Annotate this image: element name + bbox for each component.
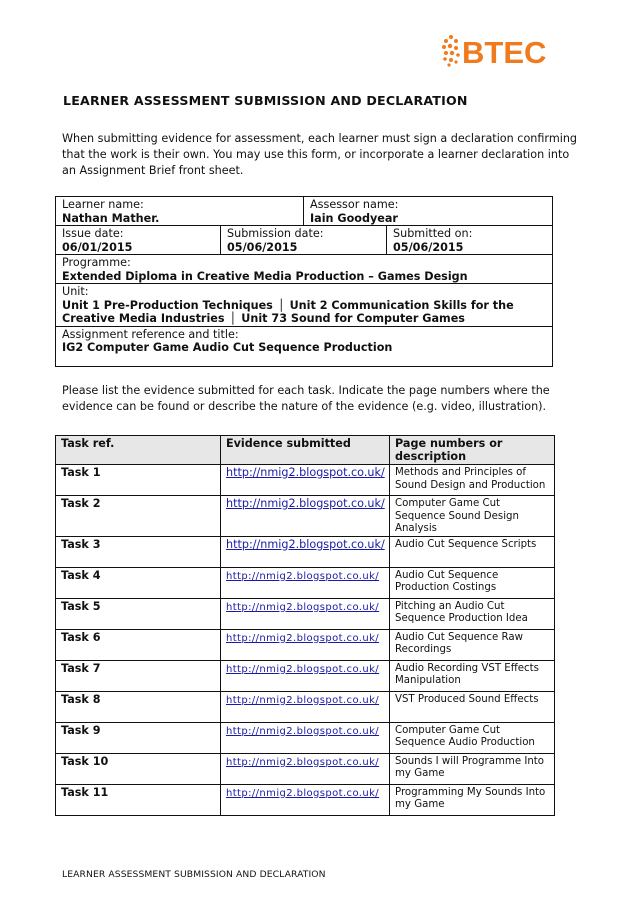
assessor-name-value: Iain Goodyear [310, 211, 398, 225]
evidence-description: Methods and Principles of Sound Design and Production [390, 465, 555, 496]
issue-date-cell [56, 226, 221, 255]
assignment-cell [56, 326, 553, 366]
task-ref: Task 2 [56, 496, 221, 537]
issue-date-label: Issue date: [62, 227, 124, 240]
unit-separator: │ [277, 298, 285, 312]
submitted-on-value: 05/06/2015 [393, 240, 464, 254]
task-ref: Task 4 [56, 567, 221, 598]
table-row [56, 691, 555, 722]
unit-value [62, 299, 546, 326]
task-ref: Task 8 [56, 691, 221, 722]
task-ref: Task 6 [56, 629, 221, 660]
table-row [56, 660, 555, 691]
programme-value: Extended Diploma in Creative Media Production – Games Design [62, 269, 468, 283]
evidence-link[interactable]: http://nmig2.blogspot.co.uk/ [226, 725, 380, 737]
table-row [56, 598, 555, 629]
evidence-link[interactable]: http://nmig2.blogspot.co.uk/ [226, 632, 380, 644]
table-row [56, 465, 555, 496]
evidence-link[interactable]: http://nmig2.blogspot.co.uk/ [226, 601, 380, 613]
evidence-link[interactable]: http://nmig2.blogspot.co.uk/ [226, 497, 385, 510]
evidence-description: VST Produced Sound Effects [390, 691, 555, 722]
learner-info-table [55, 196, 553, 367]
evidence-link[interactable]: http://nmig2.blogspot.co.uk/ [226, 466, 385, 479]
evidence-link[interactable]: http://nmig2.blogspot.co.uk/ [226, 537, 385, 551]
evidence-link[interactable]: http://nmig2.blogspot.co.uk/ [226, 663, 380, 675]
table-row [56, 629, 555, 660]
table-row [56, 496, 555, 537]
btec-logo [440, 32, 562, 70]
evidence-description: Audio Cut Sequence Raw Recordings [390, 629, 555, 660]
intro-paragraph: When submitting evidence for assessment, each learner must sign a declaration confirming that the work is their own. You may use this form, or incorporate a learner declaration into an Assignment Brief front sheet. [62, 132, 578, 177]
task-ref: Task 3 [56, 536, 221, 567]
unit-separator: │ [229, 312, 237, 325]
task-ref: Task 11 [56, 784, 221, 815]
task-ref: Task 5 [56, 598, 221, 629]
assessor-name-label: Assessor name: [310, 198, 399, 211]
evidence-description: Pitching an Audio Cut Sequence Production Idea [390, 598, 555, 629]
table-row [56, 536, 555, 567]
task-ref: Task 9 [56, 722, 221, 753]
table-row [56, 722, 555, 753]
assignment-label: Assignment reference and title: [62, 327, 239, 341]
task-ref: Task 10 [56, 753, 221, 784]
table-row [56, 753, 555, 784]
issue-date-value: 06/01/2015 [62, 240, 133, 254]
logo-dot-pattern [442, 35, 460, 67]
instructions-paragraph: Please list the evidence submitted for each task. Indicate the page numbers where the evidence can be found or describe the nature of the evidence (e.g. video, illustration). [62, 384, 550, 413]
unit-label: Unit: [62, 285, 89, 298]
learner-name-label: Learner name: [62, 198, 144, 211]
evidence-header-row [56, 436, 555, 465]
task-ref: Task 1 [56, 465, 221, 496]
unit-2: Unit 2 Communication Skills for the Creative Media Industries [62, 298, 514, 325]
submitted-on-label: Submitted on: [393, 227, 473, 240]
header-task-ref: Task ref. [56, 436, 221, 465]
submission-date-cell [221, 226, 387, 255]
evidence-table [55, 435, 555, 816]
unit-cell [56, 284, 553, 327]
evidence-link[interactable]: http://nmig2.blogspot.co.uk/ [226, 756, 380, 768]
evidence-description: Audio Cut Sequence Production Costings [390, 567, 555, 598]
unit-3: Unit 73 Sound for Computer Games [241, 312, 465, 325]
unit-1: Unit 1 Pre-Production Techniques [62, 298, 273, 312]
submission-date-value: 05/06/2015 [227, 240, 298, 254]
page-title: LEARNER ASSESSMENT SUBMISSION AND DECLARATION [63, 93, 468, 108]
table-row [56, 567, 555, 598]
submitted-on-cell [387, 226, 553, 255]
evidence-description: Audio Cut Sequence Scripts [390, 536, 555, 567]
evidence-link[interactable]: http://nmig2.blogspot.co.uk/ [226, 787, 380, 799]
evidence-description: Programming My Sounds Into my Game [390, 784, 555, 815]
assessor-cell [304, 197, 553, 226]
evidence-description: Computer Game Cut Sequence Audio Production [390, 722, 555, 753]
programme-cell [56, 255, 553, 284]
submission-date-label: Submission date: [227, 227, 324, 240]
header-page-numbers: Page numbers or description [390, 436, 555, 465]
table-row [56, 784, 555, 815]
learner-name-value: Nathan Mather. [62, 211, 160, 225]
learner-cell [56, 197, 304, 226]
evidence-description: Audio Recording VST Effects Manipulation [390, 660, 555, 691]
evidence-description: Sounds I will Programme Into my Game [390, 753, 555, 784]
evidence-description: Computer Game Cut Sequence Sound Design Analysis [390, 496, 555, 537]
evidence-link[interactable]: http://nmig2.blogspot.co.uk/ [226, 570, 380, 582]
header-evidence-submitted: Evidence submitted [221, 436, 390, 465]
page-footer: LEARNER ASSESSMENT SUBMISSION AND DECLARATION [62, 869, 326, 880]
task-ref: Task 7 [56, 660, 221, 691]
assignment-value: IG2 Computer Game Audio Cut Sequence Production [62, 341, 393, 354]
programme-label: Programme: [62, 256, 131, 269]
evidence-link[interactable]: http://nmig2.blogspot.co.uk/ [226, 694, 380, 706]
logo-text: BTEC [462, 35, 547, 70]
